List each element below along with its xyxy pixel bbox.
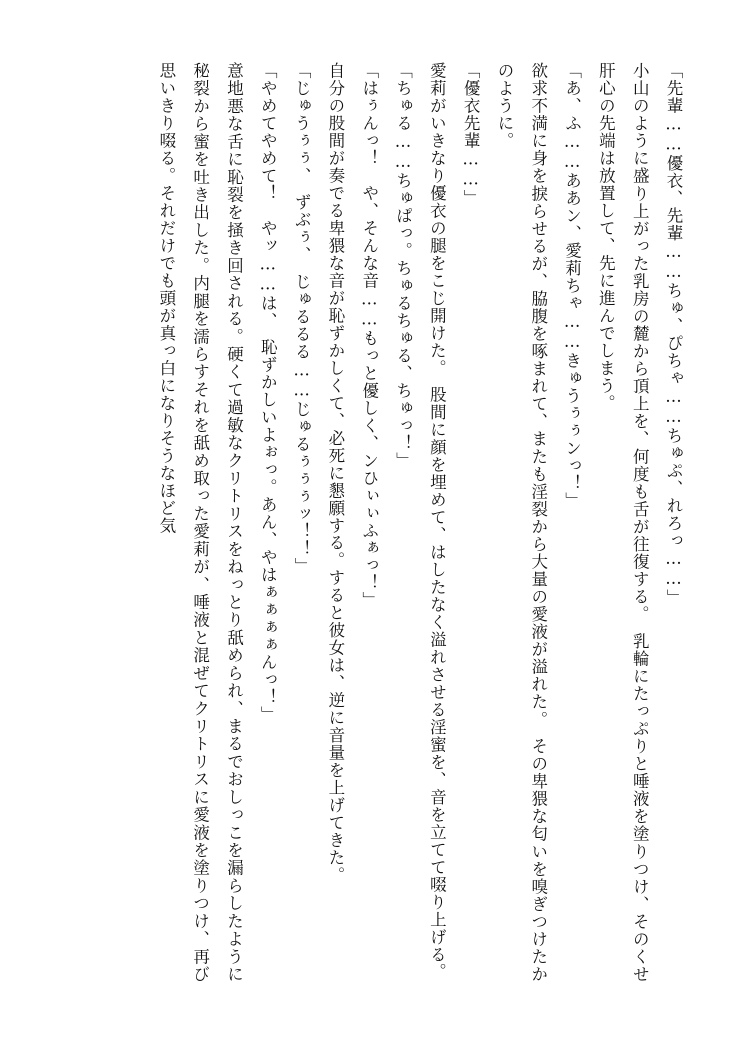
paragraph: 「ちゅる……ちゅぱっ。ちゅるちゅる、ちゅっ！」 [393,62,413,470]
vertical-text-body [60,62,690,983]
paragraph: 「あ、ふ……ああン、愛莉ちゃ……きゅうぅぅンっ！」 [562,62,582,510]
paragraph: 「優衣先輩……」 [461,62,481,207]
paragraph: 欲求不満に身を捩らせるが、脇腹を啄まれて、またも淫裂から大量の愛液が溢れた。 その卑猥な匂いを嗅ぎつけたかのように。 [494,62,548,983]
paragraph: 自分の股間が奏でる卑猥な音が恥ずかしくて、必死に懇願する。すると彼女は、逆に音量を上げてきた。 [325,62,345,885]
paragraph: 「やめてやめて！ やッ……は、 恥ずかしいよぉっ。あん、やはぁぁぁぁんっ！」 [258,62,278,724]
paragraph: 「じゅうぅぅ、 ずぶぅ、 じゅるるる……じゅるぅぅぅッ！！」 [292,62,312,576]
paragraph: 「先輩……優衣、先輩……ちゅ、ぴちゃ……ちゅぷ、れろっ……」 [664,62,683,607]
paragraph: 愛莉がいきなり優衣の腿をこじ開けた。 股間に顔を埋めて、はしたなく溢れさせる淫蜜を、音を立てて啜り上げる。 [427,62,447,981]
paragraph: 小山のように盛り上がった乳房の麓から頂上を、何度も舌が往復する。 乳輪にたっぷりと唾液を塗りつけ、そのくせ肝心の先端は放置して、先に進んでしまう。 [596,62,650,983]
paragraph: 意地悪な舌に恥裂を掻き回される。硬くて過敏なクリトリスをねっとり舐められ、まるでおしっこを漏らしたように秘裂から蜜を吐き出した。内腿を濡らすそれを舐め取った愛莉が、唾液と混ぜてクリトリスに愛液を塗りつけ、再び思いきり啜る。それだけでも頭が真っ白になりそうなほど気 [156,62,244,983]
paragraph: 「はぅんっ！ や、そんな音……もっと優しく、ンひぃぃふぁっ！」 [359,62,379,610]
